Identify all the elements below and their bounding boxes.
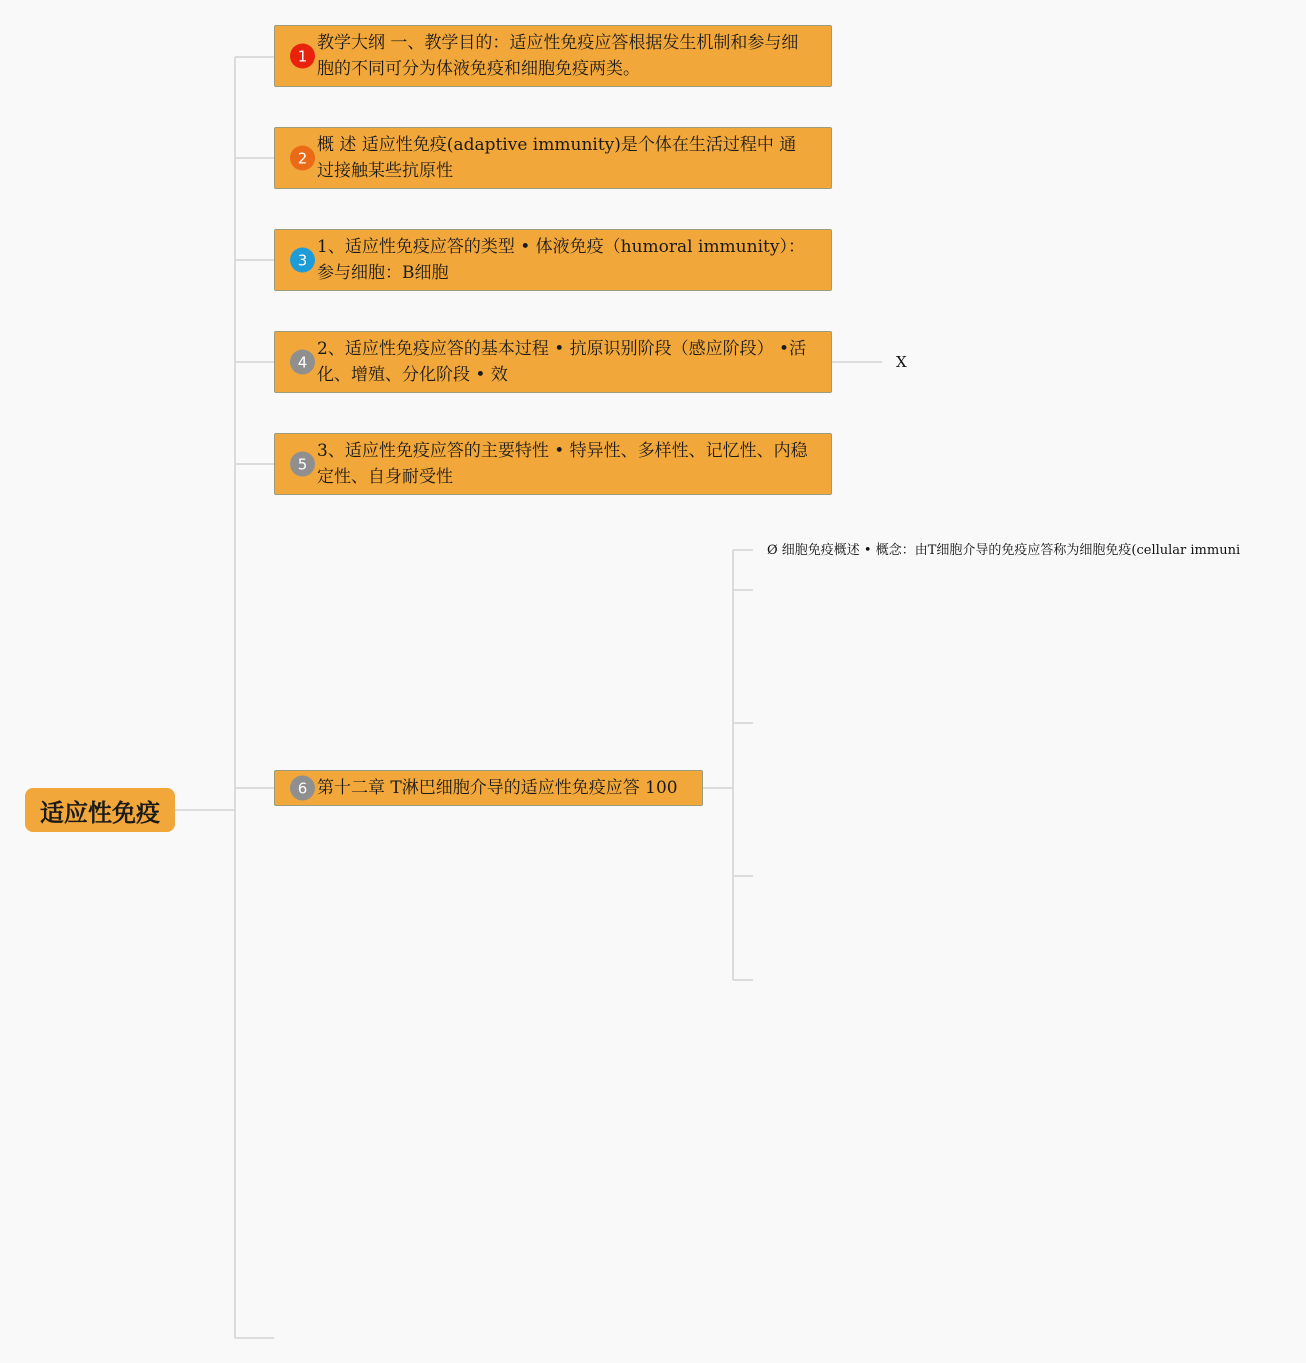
priority-3-icon: 3	[290, 248, 315, 273]
topic-node-4[interactable]	[274, 331, 832, 393]
topic-4-text: 2、适应性免疫应答的基本过程 • 抗原识别阶段（感应阶段） •活化、增殖、分化阶段 • 效	[317, 339, 807, 385]
topic6-child-node-1[interactable]: Ø 细胞免疫概述 • 概念：由T细胞介导的免疫应答称为细胞免疫(cellular immuni	[767, 543, 1241, 558]
topic-6-text: 第十二章 T淋巴细胞介导的适应性免疫应答 100	[317, 778, 678, 798]
root-label: 适应性免疫	[40, 798, 160, 827]
topic-2-text: 概 述 适应性免疫(adaptive immunity)是个体在生活过程中 通过接触某些抗原性	[317, 135, 797, 181]
priority-4-icon: 4	[290, 350, 315, 375]
priority-5-icon: 5	[290, 452, 315, 477]
root-node[interactable]	[25, 788, 175, 832]
topic-1-text: 教学大纲 一、教学目的：适应性免疫应答根据发生机制和参与细胞的不同可分为体液免疫和细胞免疫两类。	[317, 33, 799, 79]
priority-1-icon: 1	[290, 44, 315, 69]
topic4-child-node[interactable]: X	[896, 353, 907, 371]
topic-node-5[interactable]	[274, 433, 832, 495]
topic-5-text: 3、适应性免疫应答的主要特性 • 特异性、多样性、记忆性、内稳定性、自身耐受性	[317, 441, 808, 487]
topic-node-3[interactable]	[274, 229, 832, 291]
topic-node-2[interactable]	[274, 127, 832, 189]
priority-6-icon: 6	[290, 776, 315, 801]
priority-2-icon: 2	[290, 146, 315, 171]
topic-node-1[interactable]	[274, 25, 832, 87]
topic-node-6[interactable]	[274, 770, 703, 806]
topic-3-text: 1、适应性免疫应答的类型 • 体液免疫（humoral immunity）：参与细胞：B细胞	[317, 237, 805, 283]
